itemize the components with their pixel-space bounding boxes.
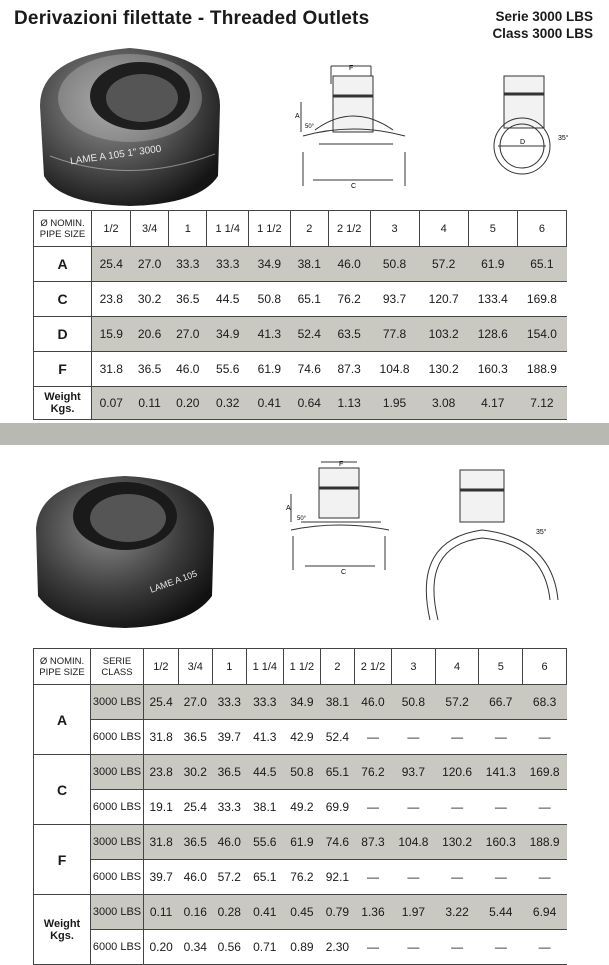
size-header: 5 — [479, 649, 523, 685]
photo-marking: LAME A 105 1" 3000 — [69, 143, 163, 168]
column-header-class: SERIE CLASS — [91, 649, 144, 685]
table-cell: 33.3 — [207, 247, 249, 282]
class-cell: 6000 LBS — [91, 930, 144, 965]
table-cell: 61.9 — [283, 825, 320, 860]
table-cell: 1.95 — [370, 387, 419, 420]
table-cell: 41.3 — [249, 317, 291, 352]
table-cell: 0.34 — [178, 930, 212, 965]
size-header: 2 — [290, 211, 328, 247]
table-cell: 3.22 — [435, 895, 479, 930]
row-label: F — [34, 825, 91, 895]
size-header: 3 — [370, 211, 419, 247]
table-row — [34, 930, 567, 965]
table-cell: 61.9 — [249, 352, 291, 387]
table-cell: — — [392, 860, 436, 895]
table-cell: 57.2 — [435, 685, 479, 720]
angle-label: 50° — [297, 516, 307, 522]
photo-marking: LAME A 105 — [148, 568, 199, 595]
size-header: 1 1/2 — [249, 211, 291, 247]
table-cell: 39.7 — [144, 860, 179, 895]
table-cell: 0.28 — [212, 895, 246, 930]
table-cell: 0.32 — [207, 387, 249, 420]
table-cell: 69.9 — [320, 790, 354, 825]
table-row — [34, 895, 567, 930]
table-cell: 27.0 — [131, 247, 169, 282]
table-cell: — — [354, 930, 391, 965]
angle-label: 50° — [305, 124, 315, 130]
table-cell: 38.1 — [246, 790, 283, 825]
table-cell: 27.0 — [178, 685, 212, 720]
table-cell: 57.2 — [212, 860, 246, 895]
table-cell: 50.8 — [370, 247, 419, 282]
table-cell: 36.5 — [178, 720, 212, 755]
table-cell: 36.5 — [131, 352, 169, 387]
table-row — [34, 282, 567, 317]
table-cell: 141.3 — [479, 755, 523, 790]
table-cell: 61.9 — [468, 247, 517, 282]
table-cell: 44.5 — [246, 755, 283, 790]
table-cell: — — [479, 720, 523, 755]
table-cell: 160.3 — [479, 825, 523, 860]
table-row — [34, 755, 567, 790]
table-cell: 46.0 — [169, 352, 207, 387]
size-header: 2 1/2 — [328, 211, 370, 247]
dim-label-c: C — [351, 183, 357, 190]
row-label: Weight Kgs. — [34, 387, 92, 420]
table-cell: 93.7 — [370, 282, 419, 317]
table-cell: 63.5 — [328, 317, 370, 352]
table-cell: 0.20 — [169, 387, 207, 420]
table-cell: 39.7 — [212, 720, 246, 755]
table-row — [34, 387, 567, 420]
class-cell: 3000 LBS — [91, 755, 144, 790]
row-label: C — [34, 282, 92, 317]
table-cell: 87.3 — [328, 352, 370, 387]
row-label: Weight Kgs. — [34, 895, 91, 965]
table-cell: 33.3 — [169, 247, 207, 282]
outlet-section-diagram-1 — [293, 62, 415, 194]
row-label: A — [34, 685, 91, 755]
threaded-outlet-table-3000-6000 — [33, 648, 567, 965]
table-cell: — — [523, 860, 567, 895]
angle-label: 35° — [558, 135, 569, 142]
table-cell: — — [523, 790, 567, 825]
table-cell: 30.2 — [178, 755, 212, 790]
table-cell: 33.3 — [212, 790, 246, 825]
table-cell: 0.89 — [283, 930, 320, 965]
table-cell: 77.8 — [370, 317, 419, 352]
size-header: 3/4 — [131, 211, 169, 247]
table-cell: 120.7 — [419, 282, 468, 317]
table-cell: — — [354, 790, 391, 825]
table-cell: 5.44 — [479, 895, 523, 930]
class-cell: 6000 LBS — [91, 720, 144, 755]
row-label: D — [34, 317, 92, 352]
threaded-outlet-photo-1 — [30, 36, 230, 208]
class-cell: 3000 LBS — [91, 825, 144, 860]
table-cell: 1.13 — [328, 387, 370, 420]
table-cell: 38.1 — [320, 685, 354, 720]
table-cell: 50.8 — [392, 685, 436, 720]
table-cell: 31.8 — [144, 825, 179, 860]
size-header: 2 1/2 — [354, 649, 391, 685]
table-cell: 87.3 — [354, 825, 391, 860]
table-cell: 49.2 — [283, 790, 320, 825]
table-cell: 50.8 — [283, 755, 320, 790]
table-cell: — — [435, 790, 479, 825]
section-divider — [0, 423, 609, 445]
table-cell: 93.7 — [392, 755, 436, 790]
table-cell: 120.6 — [435, 755, 479, 790]
size-header: 4 — [419, 211, 468, 247]
threaded-outlet-photo-2 — [30, 468, 220, 630]
table-cell: 31.8 — [144, 720, 179, 755]
dim-label-f: F — [339, 461, 344, 468]
outlet-section-diagram-2 — [285, 458, 393, 578]
angle-label: 35° — [536, 529, 547, 536]
table-cell: — — [479, 930, 523, 965]
table-cell: 0.41 — [249, 387, 291, 420]
table-row — [34, 317, 567, 352]
table-cell: — — [479, 790, 523, 825]
table-cell: 0.56 — [212, 930, 246, 965]
table-cell: — — [435, 720, 479, 755]
table-cell: — — [392, 720, 436, 755]
table-cell: 33.3 — [212, 685, 246, 720]
row-label: C — [34, 755, 91, 825]
dim-label-a: A — [286, 505, 291, 512]
table-cell: 42.9 — [283, 720, 320, 755]
class-cell: 6000 LBS — [91, 860, 144, 895]
table-cell: 76.2 — [283, 860, 320, 895]
table-cell: 68.3 — [523, 685, 567, 720]
table-cell: 0.45 — [283, 895, 320, 930]
table-cell: 55.6 — [246, 825, 283, 860]
table-cell: 52.4 — [320, 720, 354, 755]
table-cell: 15.9 — [92, 317, 131, 352]
table-cell: 65.1 — [290, 282, 328, 317]
size-header: 1/2 — [144, 649, 179, 685]
table-cell: 188.9 — [523, 825, 567, 860]
table-cell: 0.79 — [320, 895, 354, 930]
table-cell: 65.1 — [320, 755, 354, 790]
table-cell: 25.4 — [144, 685, 179, 720]
size-header: 1/2 — [92, 211, 131, 247]
table-cell: — — [354, 860, 391, 895]
table-cell: 76.2 — [354, 755, 391, 790]
size-header: 1 1/4 — [246, 649, 283, 685]
table-cell: 169.8 — [523, 755, 567, 790]
table-cell: 104.8 — [370, 352, 419, 387]
table-cell: 2.30 — [320, 930, 354, 965]
table-row — [34, 352, 567, 387]
class-cell: 3000 LBS — [91, 685, 144, 720]
table-cell: 154.0 — [517, 317, 566, 352]
table-cell: — — [435, 930, 479, 965]
size-header: 1 1/4 — [207, 211, 249, 247]
table-cell: 25.4 — [92, 247, 131, 282]
table-cell: 128.6 — [468, 317, 517, 352]
table-cell: 0.41 — [246, 895, 283, 930]
table-cell: 65.1 — [517, 247, 566, 282]
table-cell: 27.0 — [169, 317, 207, 352]
series-class-label — [492, 8, 593, 42]
table-cell: — — [523, 720, 567, 755]
table-cell: 23.8 — [144, 755, 179, 790]
class-cell: 6000 LBS — [91, 790, 144, 825]
table-cell: 44.5 — [207, 282, 249, 317]
table-cell: — — [479, 860, 523, 895]
table-cell: 7.12 — [517, 387, 566, 420]
table-cell: 38.1 — [290, 247, 328, 282]
size-header: 1 — [169, 211, 207, 247]
table-row — [34, 825, 567, 860]
table-cell: 66.7 — [479, 685, 523, 720]
size-header: 2 — [320, 649, 354, 685]
table-cell: — — [435, 860, 479, 895]
table-cell: 36.5 — [178, 825, 212, 860]
table-cell: 41.3 — [246, 720, 283, 755]
table-row — [34, 685, 567, 720]
table-cell: 34.9 — [207, 317, 249, 352]
table-row — [34, 720, 567, 755]
table-cell: 46.0 — [328, 247, 370, 282]
table-cell: 36.5 — [212, 755, 246, 790]
table-cell: 55.6 — [207, 352, 249, 387]
table-row — [34, 860, 567, 895]
table-cell: 0.71 — [246, 930, 283, 965]
table-cell: 34.9 — [249, 247, 291, 282]
table-cell: 0.11 — [131, 387, 169, 420]
table-cell: — — [354, 720, 391, 755]
table-cell: 169.8 — [517, 282, 566, 317]
column-header-nominal-size: Ø NOMIN. PIPE SIZE — [34, 211, 92, 247]
table-row — [34, 790, 567, 825]
page-title: Derivazioni filettate - Threaded Outlets — [14, 8, 370, 29]
table-cell: 0.07 — [92, 387, 131, 420]
table-cell: 76.2 — [328, 282, 370, 317]
table-cell: 104.8 — [392, 825, 436, 860]
table-cell: 23.8 — [92, 282, 131, 317]
table-cell: 50.8 — [249, 282, 291, 317]
table-cell: 31.8 — [92, 352, 131, 387]
table-cell: 1.97 — [392, 895, 436, 930]
table-cell: 3.08 — [419, 387, 468, 420]
size-header: 1 — [212, 649, 246, 685]
outlet-on-pipe-diagram-2 — [418, 460, 568, 630]
row-label: F — [34, 352, 92, 387]
dim-label-f: F — [349, 65, 354, 72]
size-header: 6 — [523, 649, 567, 685]
table-cell: 34.9 — [283, 685, 320, 720]
table-cell: 20.6 — [131, 317, 169, 352]
table-cell: 0.20 — [144, 930, 179, 965]
table-cell: 74.6 — [320, 825, 354, 860]
table-cell: — — [392, 930, 436, 965]
size-header: 3 — [392, 649, 436, 685]
table-cell: 36.5 — [169, 282, 207, 317]
size-header: 4 — [435, 649, 479, 685]
dim-label-a: A — [295, 113, 300, 120]
size-header: 5 — [468, 211, 517, 247]
table-cell: 74.6 — [290, 352, 328, 387]
table-cell: 6.94 — [523, 895, 567, 930]
table-cell: 103.2 — [419, 317, 468, 352]
size-header: 1 1/2 — [283, 649, 320, 685]
row-label: A — [34, 247, 92, 282]
table-cell: 65.1 — [246, 860, 283, 895]
table-cell: 160.3 — [468, 352, 517, 387]
table-cell: 130.2 — [419, 352, 468, 387]
table-cell: 57.2 — [419, 247, 468, 282]
table-cell: 133.4 — [468, 282, 517, 317]
table-cell: 1.36 — [354, 895, 391, 930]
table-cell: — — [523, 930, 567, 965]
series-line: Serie 3000 LBS — [495, 9, 593, 24]
table-row — [34, 247, 567, 282]
table-cell: 52.4 — [290, 317, 328, 352]
size-header: 3/4 — [178, 649, 212, 685]
outlet-on-pipe-diagram-1 — [478, 64, 574, 176]
class-line: Class 3000 LBS — [492, 26, 593, 41]
dim-label-c: C — [341, 569, 347, 576]
table-cell: 46.0 — [178, 860, 212, 895]
table-cell: — — [392, 790, 436, 825]
table-cell: 0.11 — [144, 895, 179, 930]
table-cell: 46.0 — [354, 685, 391, 720]
column-header-nominal-size: Ø NOMIN. PIPE SIZE — [34, 649, 91, 685]
table-cell: 46.0 — [212, 825, 246, 860]
table-cell: 130.2 — [435, 825, 479, 860]
table-cell: 0.16 — [178, 895, 212, 930]
table-cell: 33.3 — [246, 685, 283, 720]
threaded-outlet-table-3000 — [33, 210, 567, 420]
table-cell: 188.9 — [517, 352, 566, 387]
table-cell: 0.64 — [290, 387, 328, 420]
table-cell: 92.1 — [320, 860, 354, 895]
table-cell: 4.17 — [468, 387, 517, 420]
table-cell: 30.2 — [131, 282, 169, 317]
table-cell: 19.1 — [144, 790, 179, 825]
dim-label-d: D — [520, 139, 526, 146]
size-header: 6 — [517, 211, 566, 247]
class-cell: 3000 LBS — [91, 895, 144, 930]
table-cell: 25.4 — [178, 790, 212, 825]
